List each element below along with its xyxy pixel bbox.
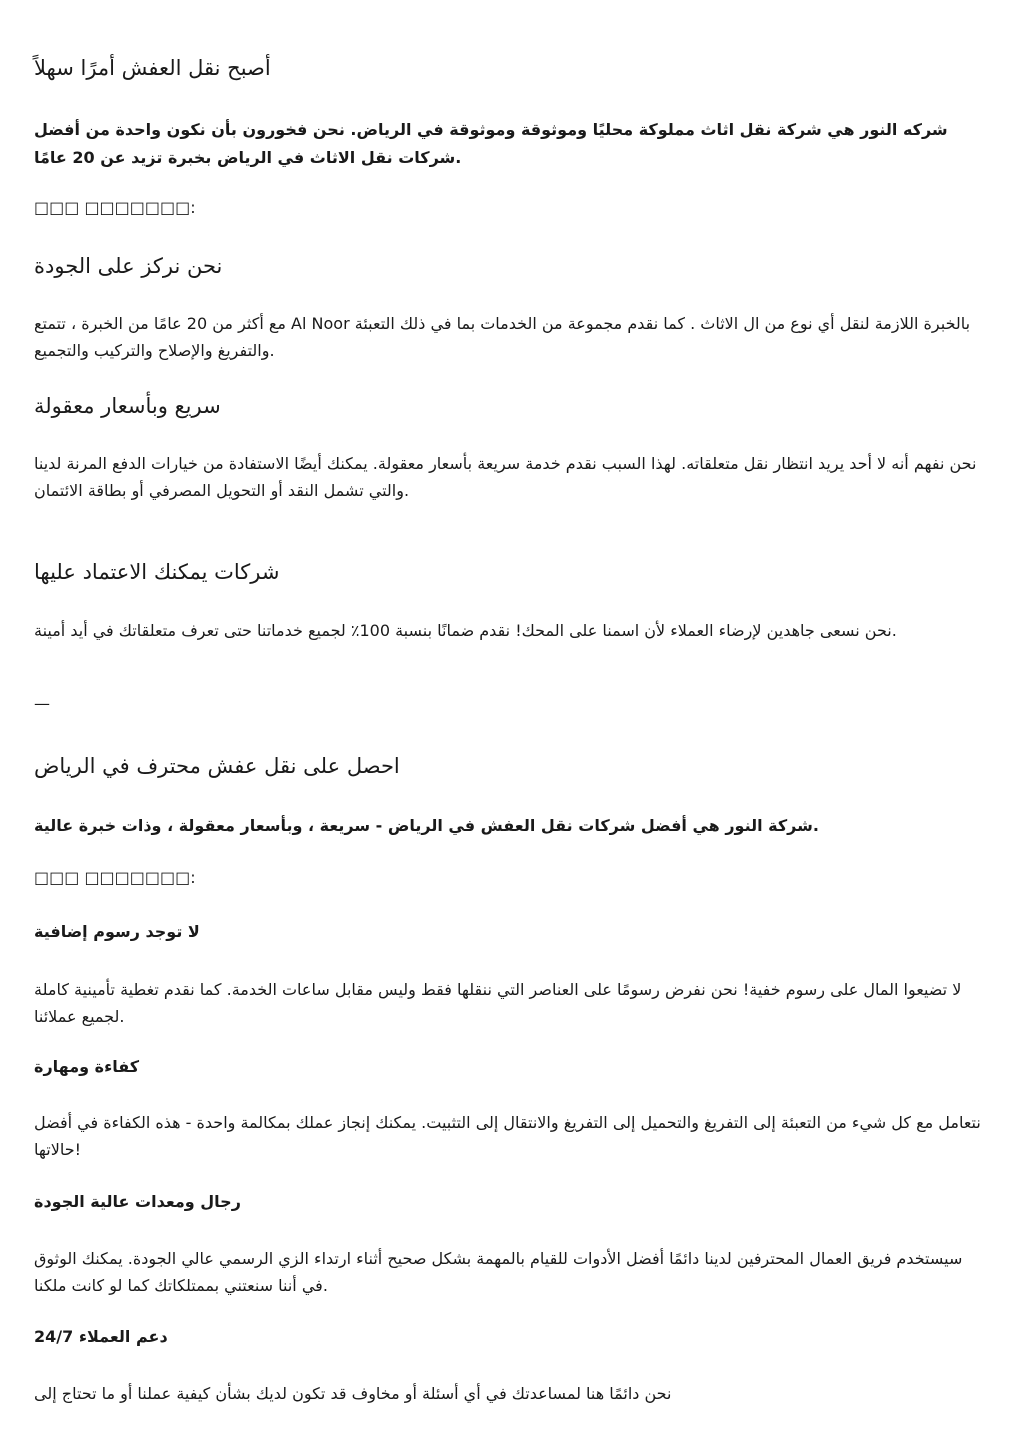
feature2-heading-no-fees: لا توجد رسوم إضافية xyxy=(34,922,200,941)
section2-title: احصل على نقل عفش محترف في الرياض xyxy=(34,754,400,778)
feature-body-quality: مع أكثر من 20 عامًا من الخبرة ، تتمتع Al Noor بالخبرة اللازمة لنقل أي نوع من ال الاثاث . كما نقدم مجموعة من الخدمات بما في ذلك التعبئة والتفريغ والإصلاح والتركيب والتجميع. xyxy=(34,314,971,360)
feature2-heading-support: 24/7 دعم العملاء xyxy=(34,1327,168,1346)
divider-dash: — xyxy=(34,694,50,713)
feature2-body-no-fees: لا تضيعوا المال على رسوم خفية! نحن نفرض رسومًا على العناصر التي ننقلها فقط وليس مقابل ساعات الخدمة. كما نقدم تغطية تأمينية كاملة لجميع عملائنا. xyxy=(34,980,962,1026)
feature-heading-reliable: شركات يمكنك الاعتماد عليها xyxy=(34,560,280,584)
feature-heading-fast: سريع وبأسعار معقولة xyxy=(34,394,221,418)
section-label: □□□ □□□□□□□: xyxy=(34,198,196,217)
section2-label: □□□ □□□□□□□: xyxy=(34,868,196,887)
feature2-body-efficiency: نتعامل مع كل شيء من التعبئة إلى التفريغ والتحميل إلى التفريغ والانتقال إلى التثبيت. يمكنك إنجاز عملك بمكالمة واحدة - هذه الكفاءة في أفضل حالاتها! xyxy=(34,1113,981,1159)
feature-heading-quality: نحن نركز على الجودة xyxy=(34,254,223,278)
feature-body-fast: نحن نفهم أنه لا أحد يريد انتظار نقل متعلقاته. لهذا السبب نقدم خدمة سريعة بأسعار معقولة. يمكنك أيضًا الاستفادة من خيارات الدفع المرنة لدينا والتي تشمل النقد أو التحويل المصرفي أو بطاقة الائتمان. xyxy=(34,454,977,500)
feature2-body-support: نحن دائمًا هنا لمساعدتك في أي أسئلة أو مخاوف قد تكون لديك بشأن كيفية عملنا أو ما تحتاج إلى xyxy=(34,1384,672,1403)
page-title: أصبح نقل العفش أمرًا سهلاً xyxy=(34,56,271,80)
intro-lead: شركه النور هي شركة نقل اثاث مملوكة محليًا وموثوقة وموثوقة في الرياض. نحن فخورون بأن نكون واحدة من أفضل شركات نقل الاثاث في الرياض بخبرة تزيد عن 20 عامًا. xyxy=(34,120,948,167)
feature2-body-equipment: سيستخدم فريق العمال المحترفين لدينا دائمًا أفضل الأدوات للقيام بالمهمة بشكل صحيح أثناء ارتداء الزي الرسمي عالي الجودة. يمكنك الوثوق في أننا سنعتني بممتلكاتك كما لو كانت ملكنا. xyxy=(34,1249,963,1295)
feature2-heading-equipment: رجال ومعدات عالية الجودة xyxy=(34,1192,241,1211)
feature-body-reliable: نحن نسعى جاهدين لإرضاء العملاء لأن اسمنا على المحك! نقدم ضمانًا بنسبة 100٪ لجميع خدماتنا حتى تعرف متعلقاتك في أيد أمينة. xyxy=(34,621,897,640)
feature2-heading-efficiency: كفاءة ومهارة xyxy=(34,1057,140,1076)
section2-lead: شركة النور هي أفضل شركات نقل العفش في الرياض - سريعة ، وبأسعار معقولة ، وذات خبرة عالية. xyxy=(34,816,819,835)
